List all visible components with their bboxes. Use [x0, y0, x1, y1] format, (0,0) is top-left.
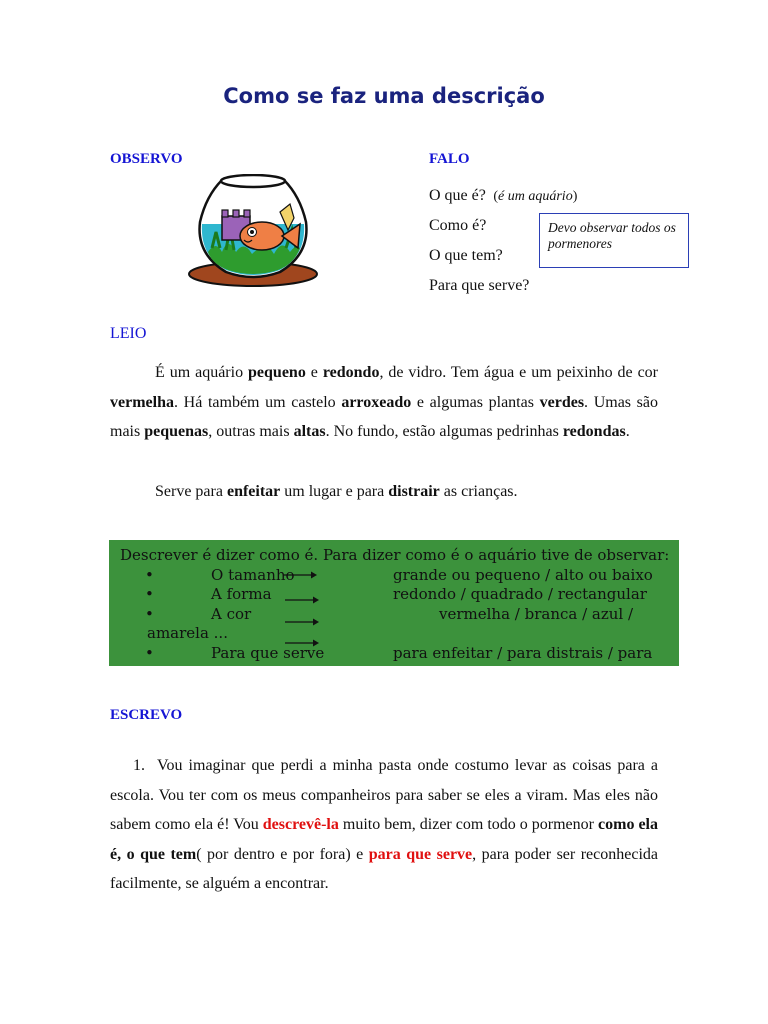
exercise-number: 1.	[133, 757, 145, 774]
reading-paragraph: É um aquário pequeno e redondo, de vidro. Tem água e um peixinho de cor vermelha. Há também um castelo arroxeado e algumas plantas verdes. Umas são mais pequenas, outras mais altas. No fundo, estão algumas pedrinhas redondas.	[110, 364, 659, 440]
question-what-answer: (é um aquário)	[489, 189, 578, 204]
summary-item-label: O tamanho	[211, 566, 295, 584]
summary-item-label: A cor	[211, 605, 252, 623]
bullet-icon: •	[145, 605, 154, 623]
question-what-text: O que é?	[429, 187, 486, 204]
question-purpose: Para que serve?	[429, 277, 530, 294]
summary-intro: Descrever é dizer como é. Para dizer como é o aquário tive de observar:	[120, 546, 670, 564]
question-has: O que tem?	[429, 247, 503, 264]
note-box: Devo observar todos os pormenores	[539, 213, 689, 268]
fishbowl-icon	[186, 174, 320, 288]
bullet-icon: •	[145, 566, 154, 584]
purpose-paragraph: Serve para enfeitar um lugar e para distrair as crianças.	[155, 483, 518, 500]
summary-item-value: para enfeitar / para distrais / para	[393, 644, 653, 662]
summary-item-label: Para que serve	[211, 644, 325, 662]
bullet-icon: •	[145, 644, 154, 662]
exercise-paragraph: 1. Vou imaginar que perdi a minha pasta onde costumo levar as coisas para a escola. Vou ter com os meus companheiros para saber se eles a viram. Mas eles não sabem como ela é! Vou descrevê-la muito bem, dizer com todo o pormenor como ela é, o que tem( por dentro e por fora) e para que serve, para poder ser reconhecida facilmente, se alguém a encontrar.	[110, 757, 659, 892]
section-write: ESCREVO	[110, 707, 183, 723]
summary-item-value: grande ou pequeno / alto ou baixo	[393, 566, 653, 584]
section-observe: OBSERVO	[110, 151, 183, 167]
arrow-right-icon	[283, 570, 317, 580]
section-speak: FALO	[429, 151, 470, 167]
arrow-right-icon	[285, 595, 319, 605]
bullet-icon: •	[145, 585, 154, 603]
arrow-right-icon	[285, 617, 319, 627]
summary-item-value: redondo / quadrado / rectangular	[393, 585, 647, 603]
arrow-right-icon	[285, 638, 319, 648]
summary-item-value: vermelha / branca / azul /	[439, 605, 634, 623]
question-what	[429, 187, 577, 205]
section-read: LEIO	[110, 325, 147, 342]
page-title: Como se faz uma descrição	[223, 84, 545, 108]
summary-wrap-text: amarela ...	[147, 624, 228, 642]
question-how: Como é?	[429, 217, 487, 234]
summary-item-label: A forma	[211, 585, 272, 603]
summary-box	[109, 540, 679, 666]
